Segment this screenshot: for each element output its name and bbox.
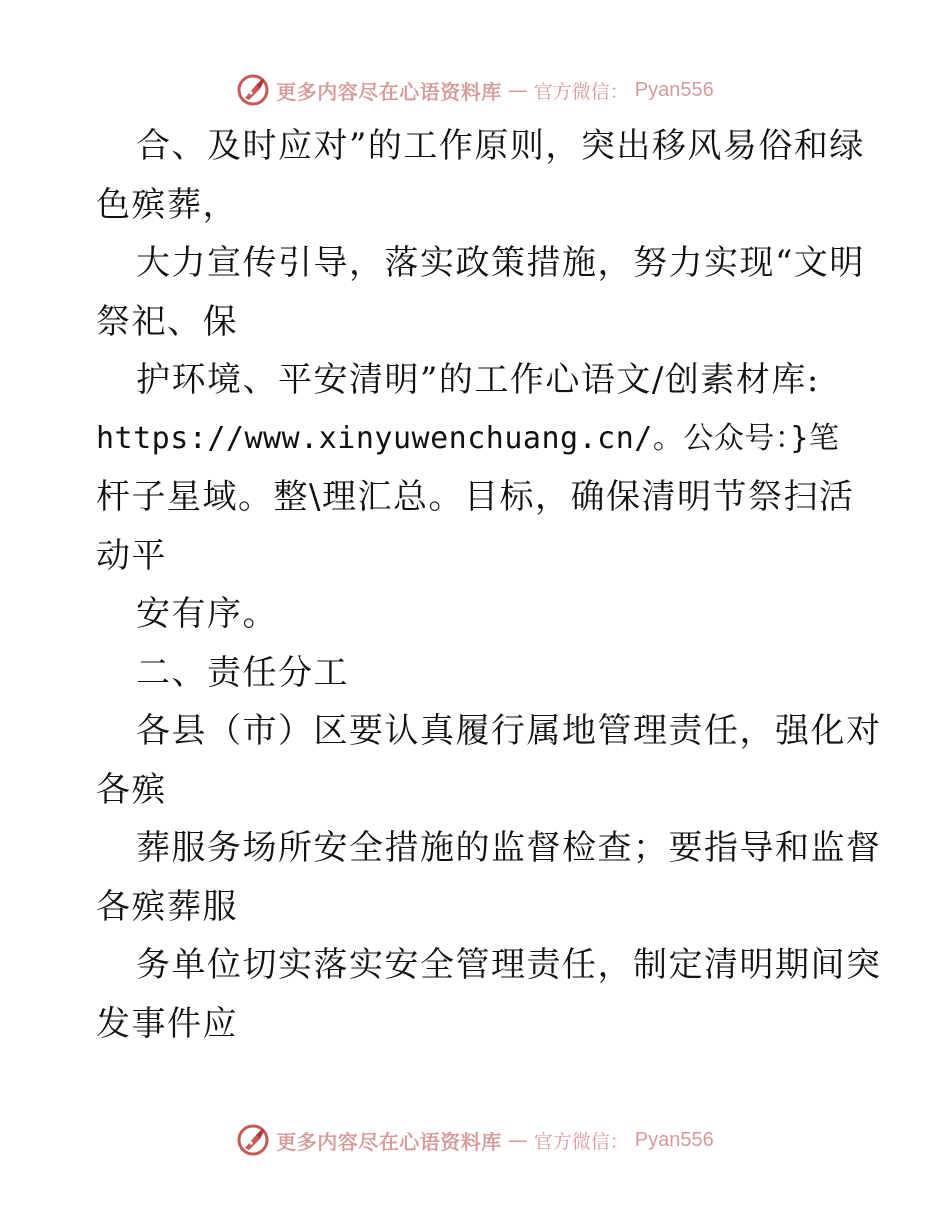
text-line: 护环境、平安清明”的工作心语文/创素材库: bbox=[136, 360, 820, 400]
text-line: 务单位切实落实安全管理责任，制定清明期间突 bbox=[136, 945, 882, 985]
pen-nib-logo-icon bbox=[236, 73, 270, 107]
text-line: 安有序。 bbox=[136, 594, 278, 634]
text-line: 各县（市）区要认真履行属地管理责任，强化对 bbox=[136, 711, 882, 751]
section-heading: 二、责任分工 bbox=[136, 652, 349, 693]
watermark-brand: 更多内容尽在心语资料库 bbox=[276, 79, 502, 104]
footer-watermark bbox=[0, 1120, 950, 1160]
document-body bbox=[96, 117, 882, 1053]
text-line: 大力宣传引导，落实政策措施，努力实现“文明 bbox=[136, 243, 865, 283]
watermark-id: Pyan556 bbox=[634, 1128, 714, 1151]
text-line: 各殡 bbox=[96, 769, 167, 810]
watermark-id: Pyan556 bbox=[634, 78, 714, 101]
text-line: 色殡葬， bbox=[96, 184, 238, 225]
watermark-dash: — bbox=[507, 78, 528, 102]
text-line: 祭祀、保 bbox=[96, 301, 238, 342]
text-line: 合、及时应对”的工作原则，突出移风易俗和绿 bbox=[136, 126, 865, 166]
text-line: 杆子星域。整\理汇总。目标，确保清明节祭扫活 bbox=[96, 477, 855, 517]
text-line: 各殡葬服 bbox=[96, 886, 238, 927]
text-line: 动平 bbox=[96, 535, 167, 576]
text-line: 葬服务场所安全措施的监督检查；要指导和监督 bbox=[136, 828, 882, 868]
text-line-url: https://www.xinyuwenchuang.cn/。公众号：}笔 bbox=[96, 420, 840, 456]
watermark-official: 官方微信： bbox=[533, 1130, 629, 1153]
text-line: 发事件应 bbox=[96, 1003, 238, 1044]
watermark-brand: 更多内容尽在心语资料库 bbox=[276, 1129, 502, 1154]
header-watermark bbox=[0, 70, 950, 110]
watermark-dash: — bbox=[507, 1128, 528, 1152]
watermark-official: 官方微信： bbox=[533, 80, 629, 103]
pen-nib-logo-icon bbox=[236, 1123, 270, 1157]
